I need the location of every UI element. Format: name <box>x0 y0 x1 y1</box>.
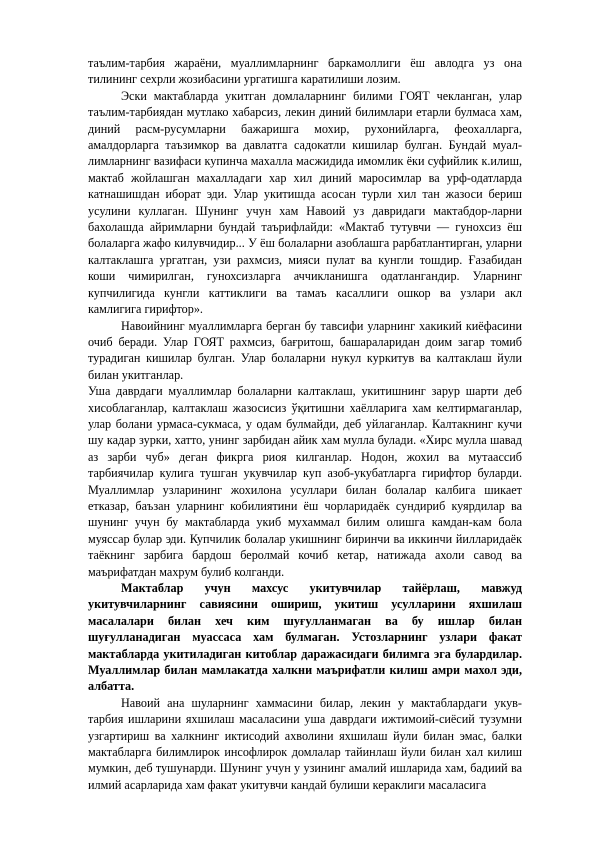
paragraph: Эски мактабларда укитган домлаларнинг билими ГОЯТ чекланган, улар таълим-тарбиядан мутлако хабарсиз, лекин диний билимлари етарли булмаса хам, диний расм-русумларни бажаришга мохир, рухонийларга, феохалларга, амалдорларга таъзимкор ва давлатга садокатли кишилар булган. Бундай муал-лимларнинг вазифаси купинча махалла масжидида имомлик ёки суфийлик к.илиш, мактаб жойлашган махалладаги хар хил диний маросимлар ва урф-одатларда катнашишдан иборат эди. Улар укитишда асосан турли хил тан жазоси бериш усулини куллаган. Шунинг учун хам Навоий уз давридаги мактабдор-ларни бахолашда айримларни бундай таърифлайди: «Мактаб тутувчи — гунохсиз ёш болаларга жафо килувчидир... У ёш болаларни азоблашга рарбатлантирган, уларни калтаклашга ургатган, узи рахмсиз, мияси пулат ва кунгли тошдир. Ғазабидан коши чимирилган, гунохсизларга аччикланишга одатлангандир. Уларнинг купчилигида кунгли каттиклиги ва тамаъ касаллиги ошкор ва узлари акл камлигига гирифтор». <box>88 88 522 317</box>
paragraph: Навоийнинг муаллимларга берган бу тавсифи уларнинг хакикий киёфасини очиб беради. Улар ГОЯТ рахмсиз, бағритош, башараларидан доим загар томиб турадиган кишилар булган. Улар болаларни нукул куркитув ва калтаклаш йули билан укитганлар. <box>88 318 522 382</box>
document-page <box>88 55 522 793</box>
paragraph: таълим-тарбия жараёни, муаллимларнинг баркамоллиги ёш авлодга уз она тилининг сехрли жозибасини ургатишга каратилиши лозим. <box>88 56 522 87</box>
paragraph: Навоий ана шуларнинг хаммасини билар, лекин у мактаблардаги укув-тарбия ишларини яхшилаш масаласини уша даврдаги ижтимоий-сиёсий тузумни узгартириш ва халкнинг иктисодий ахволини яхшилаш йули билан эмас, балки мактабларга билимлирок инсофлирок домлалар тайинлаш йули билан хал килиш мумкин, деб тушунарди. Шунинг учун у узининг амалий ишларида хам, бадиий ва илмий асарларида хам факат укитувчи кандай булиши кераклиги масаласига <box>88 695 522 792</box>
paragraph: Уша даврдаги муаллимлар болаларни калтаклаш, укитишнинг зарур шарти деб хисоблаганлар, калтаклаш жазосисиз ўқитишни хаёлларига хам келтирмаганлар, улар болани урмаса-сукмаса, у одам булмайди, деб уйлаганлар. Калтакнинг кучи шу кадар зурки, хатто, унинг зарбидан айик хам мулла булади. «Хирс мулла шавад аз зарби чуб» деган фикрга риоя килганлар. Нодон, жохил ва мутаассиб тарбиячилар кулига тушган укувчилар куп азоб-укубатларга гирифтор буларди. Муаллимлар узларининг жохилона усуллари билан болалар калбига шикает етказар, баъзан уларнинг кобилиятини ёш чорларидаёк сундириб куярдилар ва шунинг учун бу мактабларда укиб мухаммал билим олишга камдан-кам бола муяссар булар эди. Купчилик болалар укишнинг биринчи ва иккинчи йилларидаёк таёкнинг зарбига бардош беролмай кочиб кетар, натижада ахоли савод ва маърифатдан махрум булиб колганди. <box>88 384 522 579</box>
paragraph-bold: Мактаблар учун махсус укитувчилар тайёрлаш, мавжуд укитувчиларнинг савиясини ошириш, укитиш усулларини яхшилаш масалалари билан хеч ким шуғулланмаган ва бу ишлар билан шуғулланадиган муассаса хам булмаган. Устозларнинг узлари факат мактабларда укитиладиган китоблар даражасидаги билимга эга булардилар. Муаллимлар билан мамлакатда халкни маърифатли килиш амри махол эди, албатта. <box>88 581 522 694</box>
